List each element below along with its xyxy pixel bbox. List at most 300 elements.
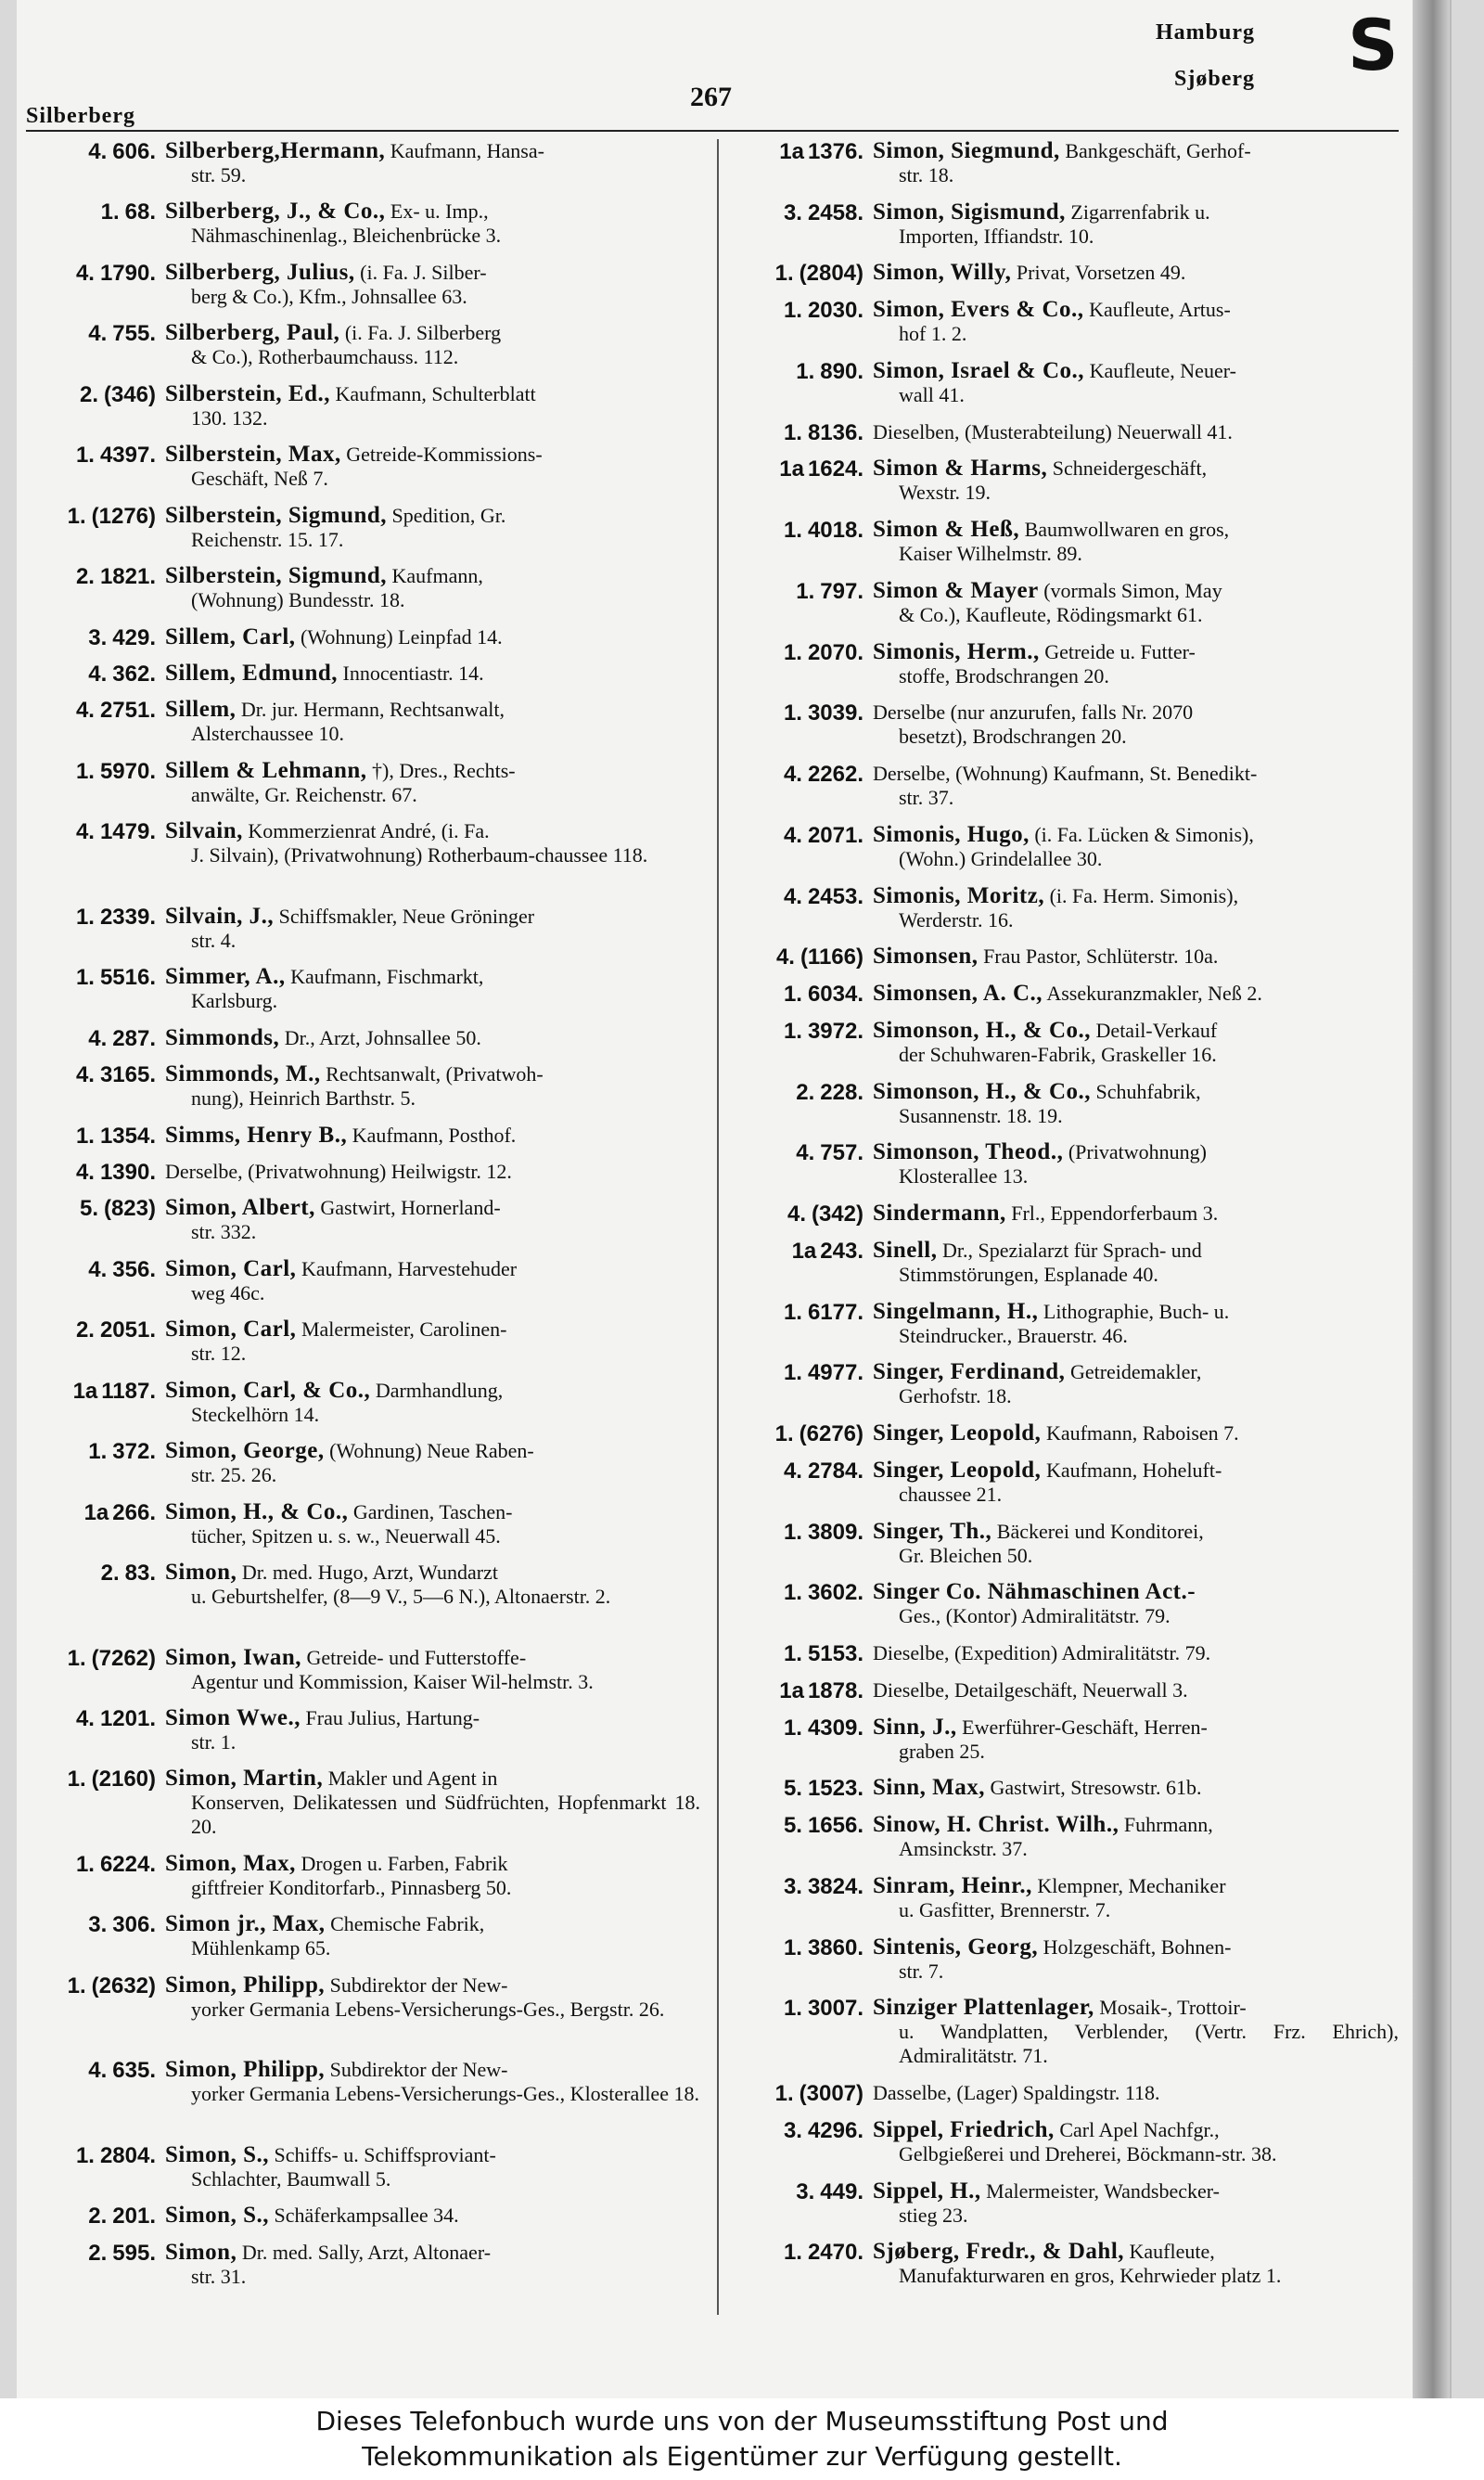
- phone-number: [734, 261, 864, 287]
- listing-text: [165, 625, 700, 649]
- exchange-prefix: 2.: [796, 1079, 815, 1105]
- exchange-prefix: 1.: [67, 1645, 86, 1671]
- phone-number: [734, 2179, 864, 2205]
- listing-text: [165, 139, 700, 187]
- phone-number: [734, 1140, 864, 1166]
- exchange-prefix: 4.: [88, 1256, 108, 1282]
- listing-text: [873, 1239, 1399, 1287]
- subscriber-details: Detail-Verkauf: [1095, 1018, 1218, 1042]
- exchange-prefix: 4.: [88, 321, 108, 347]
- number: 2804.: [99, 2142, 156, 2168]
- subscriber-name: Silberberg, Julius,: [165, 259, 355, 285]
- subscriber-details: (i. Fa. Lücken & Simonis),: [1034, 822, 1254, 846]
- subscriber-details: Bäckerei und Konditorei,: [996, 1519, 1204, 1543]
- subscriber-details: Kaufmann, Posthof.: [352, 1123, 517, 1147]
- listing-text: [165, 1379, 700, 1427]
- subscriber-name: Singer Co. Nähmaschinen Act.-: [873, 1579, 1196, 1605]
- exchange-prefix: 1.: [774, 261, 794, 287]
- phone-number: [26, 564, 156, 590]
- number: 4309.: [807, 1715, 864, 1741]
- subscriber-name: Simonson, H., & Co.,: [873, 1017, 1092, 1043]
- number: 4018.: [807, 518, 864, 544]
- listing-text: [165, 1026, 700, 1050]
- subscriber-address: Mühlenkamp 65.: [191, 1936, 331, 1960]
- subscriber-details: Drogen u. Farben, Fabrik: [301, 1851, 508, 1875]
- phone-number: [26, 1124, 156, 1150]
- subscriber-details: (i. Fa. J. Silber-: [360, 260, 487, 284]
- subscriber-name: Sinow, H. Christ. Wilh.,: [873, 1812, 1119, 1838]
- subscriber-address: & Co.), Kaufleute, Rödingsmarkt 61.: [899, 602, 1203, 626]
- listing-text: [873, 2118, 1399, 2166]
- number: 2030.: [807, 298, 864, 324]
- subscriber-name: Silvain,: [165, 818, 243, 844]
- exchange-prefix: 1a: [791, 1238, 817, 1264]
- column-divider: [717, 139, 719, 2315]
- phone-number: [26, 1912, 156, 1938]
- subscriber-details: Carl Apel Nachfgr.,: [1059, 2117, 1220, 2141]
- subscriber-address: wall 41.: [899, 382, 965, 406]
- subscriber-name: Simon & Mayer: [873, 577, 1039, 603]
- subscriber-details: Innocentiastr. 14.: [342, 662, 484, 685]
- subscriber-details: Dr., Arzt, Johnsallee 50.: [284, 1025, 481, 1049]
- subscriber-details: Derselbe (nur anzurufen, falls Nr. 2070: [873, 700, 1194, 725]
- exchange-prefix: 1.: [783, 419, 802, 445]
- number: 2453.: [807, 883, 864, 909]
- exchange-prefix: 1.: [783, 982, 802, 1008]
- subscriber-details: Schuhfabrik,: [1095, 1079, 1201, 1103]
- number: 890.: [820, 358, 864, 384]
- phone-number: [734, 762, 864, 788]
- listing-text: [165, 1257, 700, 1305]
- number: 5970.: [99, 758, 156, 784]
- subscriber-details: Schiffs- u. Schiffsproviant-: [274, 2142, 496, 2166]
- subscriber-details: Rechtsanwalt, (Privatwoh-: [326, 1062, 544, 1086]
- listing-text: [873, 1520, 1399, 1568]
- exchange-prefix: 5.: [783, 1776, 802, 1802]
- subscriber-name: Simonsen, A. C.,: [873, 981, 1043, 1007]
- subscriber-details: Kaufleute, Artus-: [1089, 298, 1231, 322]
- subscriber-details: Ewerführer-Geschäft, Herren-: [962, 1715, 1208, 1739]
- subscriber-name: Simon, Carl,: [165, 1255, 297, 1281]
- subscriber-details: Dr. jur. Hermann, Rechtsanwalt,: [240, 698, 505, 722]
- subscriber-details: Fuhrmann,: [1123, 1813, 1213, 1837]
- listing-text: [873, 518, 1399, 566]
- subscriber-address: Gelbgießerei und Dreherei, Böckmann-str. 38.: [899, 2141, 1277, 2165]
- number: 228.: [820, 1079, 864, 1105]
- number: 2339.: [99, 904, 156, 930]
- number: 1878.: [807, 1677, 864, 1703]
- subscriber-address: str. 1.: [191, 1730, 237, 1754]
- exchange-prefix: 2.: [75, 1317, 95, 1343]
- exchange-prefix: 1.: [783, 639, 802, 665]
- listing-text: [165, 905, 700, 953]
- exchange-prefix: 4.: [75, 260, 95, 286]
- subscriber-name: Simon, Philipp,: [165, 1972, 326, 1998]
- exchange-prefix: 1.: [67, 1972, 86, 1998]
- exchange-prefix: 1.: [783, 1996, 802, 2022]
- subscriber-details: Assekuranzmakler, Neß 2.: [1046, 982, 1262, 1006]
- subscriber-details: Schiffsmakler, Neue Gröninger: [278, 904, 535, 928]
- subscriber-details: Kaufmann, Schulterblatt: [335, 381, 536, 405]
- number: 4397.: [99, 443, 156, 469]
- listing-text: [165, 2204, 700, 2228]
- number: 306.: [112, 1912, 156, 1938]
- subscriber-name: Simonson, H., & Co.,: [873, 1078, 1092, 1104]
- exchange-prefix: 4.: [75, 1062, 95, 1088]
- subscriber-details: Privat, Vorsetzen 49.: [1016, 261, 1186, 285]
- subscriber-name: Simon Wwe.,: [165, 1705, 301, 1730]
- subscriber-address: 130. 132.: [191, 405, 268, 430]
- subscriber-name: Sindermann,: [873, 1201, 1006, 1227]
- exchange-prefix: 2.: [100, 1561, 120, 1587]
- phone-number: [26, 443, 156, 469]
- subscriber-details: (vormals Simon, May: [1043, 578, 1222, 602]
- phone-number: [734, 1678, 864, 1704]
- exchange-prefix: 1a: [779, 1677, 804, 1703]
- subscriber-details: Spedition, Gr.: [391, 503, 506, 527]
- exchange-prefix: 1.: [67, 1767, 86, 1793]
- phone-number: [26, 382, 156, 408]
- listing-text: [165, 1317, 700, 1366]
- header-right-block: [1156, 20, 1255, 113]
- subscriber-name: Sjøberg, Fredr., & Dahl,: [873, 2239, 1125, 2265]
- subscriber-details: Kaufleute, Neuer-: [1089, 358, 1236, 382]
- listing-text: [873, 1776, 1399, 1800]
- number: 797.: [820, 578, 864, 604]
- listing-text: [873, 823, 1399, 871]
- phone-number: [26, 1317, 156, 1343]
- subscriber-address: der Schuhwaren-Fabrik, Graskeller 16.: [899, 1042, 1217, 1066]
- number: 5153.: [807, 1641, 864, 1667]
- exchange-prefix: 1.: [75, 2142, 95, 2168]
- subscriber-address: str. 37.: [899, 786, 954, 810]
- phone-number: [26, 965, 156, 991]
- subscriber-details: Subdirektor der New-: [329, 1972, 508, 1997]
- listing-text: [165, 698, 700, 746]
- number: 3007.: [807, 1996, 864, 2022]
- phone-number: [26, 2204, 156, 2229]
- subscriber-details: Getreide- und Futterstoffe-: [306, 1645, 527, 1669]
- exchange-prefix: 1.: [783, 1934, 802, 1960]
- phone-number: [734, 1201, 864, 1227]
- phone-number: [26, 1379, 156, 1405]
- subscriber-name: Singer, Leopold,: [873, 1420, 1042, 1446]
- subscriber-name: Silberstein, Sigmund,: [165, 502, 388, 528]
- subscriber-address: Karlsburg.: [191, 989, 278, 1013]
- listing-text: [873, 1996, 1399, 2068]
- exchange-prefix: 1.: [783, 1018, 802, 1044]
- number: 429.: [112, 624, 156, 650]
- phone-number: [26, 662, 156, 687]
- phone-number: [26, 905, 156, 931]
- phone-number: [26, 698, 156, 724]
- subscriber-name: Singelmann, H.,: [873, 1298, 1039, 1324]
- listing-text: [165, 199, 700, 248]
- listing-text: [165, 1439, 700, 1487]
- listing-text: [873, 200, 1399, 249]
- subscriber-address: giftfreier Konditorfarb., Pinnasberg 50.: [191, 1875, 512, 1899]
- exchange-prefix: 4.: [88, 139, 108, 164]
- listing-text: [165, 2241, 700, 2289]
- subscriber-address: u. Wandplatten, Verblender, (Vertr. Frz. Ehrich), Admiralitätstr. 71.: [899, 2020, 1399, 2068]
- number: 6177.: [807, 1299, 864, 1325]
- phone-number: [26, 1973, 156, 1999]
- subscriber-address: Werderstr. 16.: [899, 907, 1014, 932]
- subscriber-name: Sinram, Heinr.,: [873, 1872, 1032, 1898]
- phone-number: [26, 2143, 156, 2169]
- page-number: 267: [690, 82, 732, 112]
- subscriber-details: Darmhandlung,: [375, 1378, 504, 1402]
- exchange-prefix: 2.: [75, 564, 95, 590]
- phone-number: [26, 199, 156, 225]
- listing-text: [165, 1912, 700, 1960]
- listing-text: [873, 1678, 1399, 1703]
- exchange-prefix: 1.: [796, 578, 815, 604]
- subscriber-name: Sippel, Friedrich,: [873, 2116, 1055, 2142]
- subscriber-details: Gastwirt, Hornerland-: [320, 1196, 501, 1220]
- number: 4977.: [807, 1360, 864, 1386]
- subscriber-name: Simon, Evers & Co.,: [873, 297, 1084, 323]
- number: 362.: [112, 662, 156, 687]
- phone-number: [26, 1439, 156, 1465]
- number: 83.: [124, 1561, 156, 1587]
- listing-text: [165, 2058, 700, 2106]
- exchange-prefix: 5.: [79, 1196, 98, 1222]
- listing-text: [873, 762, 1399, 810]
- listing-text: [873, 884, 1399, 932]
- subscriber-name: Simon, Albert,: [165, 1195, 315, 1221]
- subscriber-address: str. 7.: [899, 1959, 944, 1983]
- phone-number: [734, 1715, 864, 1741]
- number: 1790.: [99, 260, 156, 286]
- subscriber-details: Getreide u. Futter-: [1044, 639, 1196, 663]
- subscriber-address: Steindrucker., Brauerstr. 46.: [899, 1323, 1128, 1347]
- exchange-prefix: 4.: [787, 1201, 806, 1227]
- phone-number: [734, 823, 864, 849]
- number: 372.: [112, 1439, 156, 1465]
- subscriber-name: Simonsen,: [873, 944, 979, 970]
- exchange-prefix: 1.: [783, 1519, 802, 1545]
- subscriber-name: Singer, Th.,: [873, 1518, 992, 1544]
- subscriber-name: Silberstein, Ed.,: [165, 380, 330, 406]
- subscriber-address: u. Gasfitter, Brennerstr. 7.: [899, 1897, 1111, 1921]
- subscriber-details: Derselbe, (Wohnung) Kaufmann, St. Benedikt-: [873, 762, 1258, 786]
- number: (2632): [91, 1972, 156, 1998]
- subscriber-details: (i. Fa. J. Silberberg: [344, 321, 502, 345]
- listing-text: [165, 1062, 700, 1111]
- listing-text: [873, 982, 1399, 1006]
- subscriber-details: Kaufmann, Harvestehuder: [301, 1256, 518, 1280]
- number: (3007): [799, 2081, 864, 2107]
- number: 6224.: [99, 1851, 156, 1877]
- exchange-prefix: 4.: [75, 698, 95, 724]
- listing-text: [873, 1715, 1399, 1764]
- subscriber-name: Simon, Max,: [165, 1850, 296, 1876]
- number: (1276): [91, 503, 156, 529]
- subscriber-details: Schäferkampsallee 34.: [274, 2204, 459, 2228]
- listing-text: [873, 139, 1399, 187]
- subscriber-name: Sintenis, Georg,: [873, 1934, 1039, 1960]
- number: 266.: [112, 1499, 156, 1525]
- listing-text: [165, 1561, 700, 1609]
- subscriber-details: Frl., Eppendorferbaum 3.: [1011, 1201, 1219, 1226]
- subscriber-name: Silberstein, Sigmund,: [165, 563, 388, 589]
- number: 2262.: [807, 762, 864, 788]
- exchange-prefix: 4.: [783, 883, 802, 909]
- subscriber-address: str. 12.: [191, 1342, 247, 1366]
- number: 2071.: [807, 822, 864, 848]
- header-city: Hamburg: [1156, 20, 1256, 45]
- subscriber-address: Konserven, Delikatessen und Südfrüchten, Hopfenmarkt 18. 20.: [191, 1791, 700, 1839]
- exchange-prefix: 1.: [75, 965, 95, 991]
- subscriber-name: Simon, Philipp,: [165, 2057, 326, 2083]
- subscriber-details: Dieselbe, (Expedition) Admiralitätstr. 79.: [873, 1641, 1211, 1665]
- listing-text: [165, 1160, 700, 1184]
- subscriber-name: Sillem,: [165, 697, 237, 723]
- listing-text: [873, 1935, 1399, 1984]
- phone-number: [734, 1458, 864, 1484]
- subscriber-name: Simon,: [165, 2239, 237, 2265]
- listing-text: [873, 1421, 1399, 1446]
- exchange-prefix: 1.: [75, 443, 95, 469]
- subscriber-address: besetzt), Brodschrangen 20.: [899, 725, 1127, 749]
- exchange-prefix: 4.: [75, 819, 95, 845]
- listing-text: [873, 700, 1399, 749]
- phone-number: [734, 1520, 864, 1546]
- listing-text: [165, 1500, 700, 1548]
- number: 1523.: [807, 1776, 864, 1802]
- phone-number: [734, 1239, 864, 1265]
- subscriber-name: Simon & Harms,: [873, 456, 1048, 482]
- number: 2751.: [99, 698, 156, 724]
- listing-text: [165, 1852, 700, 1900]
- exchange-prefix: 1.: [75, 1123, 95, 1149]
- listing-text: [165, 759, 700, 807]
- subscriber-name: Simonis, Moritz,: [873, 882, 1045, 908]
- listing-text: [873, 420, 1399, 444]
- footer-line-2: Telekommunikation als Eigentümer zur Verfügung gestellt.: [362, 2441, 1122, 2472]
- listing-text: [873, 2081, 1399, 2105]
- listing-text: [165, 2143, 700, 2191]
- listing-text: [165, 1767, 700, 1839]
- subscriber-name: Simon, George,: [165, 1438, 325, 1464]
- subscriber-details: Kommerzienrat André, (i. Fa.: [248, 819, 490, 843]
- subscriber-address: weg 46c.: [191, 1280, 265, 1304]
- phone-number: [734, 359, 864, 385]
- subscriber-address: anwälte, Gr. Reichenstr. 67.: [191, 782, 417, 806]
- exchange-prefix: 1.: [774, 2081, 794, 2107]
- exchange-prefix: 3.: [783, 2117, 802, 2143]
- subscriber-address: Importen, Iffiandstr. 10.: [899, 224, 1094, 248]
- number: 287.: [112, 1025, 156, 1051]
- phone-number: [26, 625, 156, 651]
- subscriber-address: Schlachter, Baumwall 5.: [191, 2166, 391, 2191]
- subscriber-details: Gastwirt, Stresowstr. 61b.: [990, 1776, 1202, 1800]
- subscriber-address: tücher, Spitzen u. s. w., Neuerwall 45.: [191, 1523, 501, 1548]
- phone-number: [734, 200, 864, 226]
- subscriber-name: Sillem, Carl,: [165, 623, 296, 649]
- subscriber-name: Simonis, Herm.,: [873, 638, 1040, 664]
- subscriber-address: Alsterchaussee 10.: [191, 722, 344, 746]
- number: 1201.: [99, 1706, 156, 1731]
- subscriber-name: Simms, Henry B.,: [165, 1122, 348, 1148]
- subscriber-details: Getreide-Kommissions-: [346, 443, 543, 467]
- subscriber-name: Sippel, H.,: [873, 2178, 981, 2204]
- exchange-prefix: 4.: [88, 662, 108, 687]
- phone-number: [734, 1935, 864, 1961]
- listing-text: [873, 1813, 1399, 1861]
- subscriber-name: Silberberg, Paul,: [165, 320, 340, 346]
- phone-number: [26, 1257, 156, 1283]
- phone-number: [26, 1062, 156, 1088]
- subscriber-details: Derselbe, (Privatwohnung) Heilwigstr. 12.: [165, 1160, 512, 1183]
- listing-text: [873, 261, 1399, 285]
- exchange-prefix: 2.: [79, 381, 98, 407]
- subscriber-details: Frau Pastor, Schlüterstr. 10a.: [983, 944, 1219, 969]
- listing-text: [873, 359, 1399, 407]
- number: 1656.: [807, 1813, 864, 1839]
- subscriber-address: nung), Heinrich Barthstr. 5.: [191, 1086, 416, 1111]
- subscriber-details: Malermeister, Carolinen-: [301, 1317, 507, 1342]
- phone-number: [734, 456, 864, 482]
- listing-text: [873, 456, 1399, 505]
- phone-number: [26, 2241, 156, 2267]
- subscriber-name: Simon,: [165, 1560, 237, 1586]
- subscriber-address: Nähmaschinenlag., Bleichenbrücke 3.: [191, 224, 502, 248]
- listing-text: [165, 662, 700, 686]
- subscriber-address: Susannenstr. 18. 19.: [899, 1103, 1063, 1127]
- listing-text: [165, 261, 700, 309]
- listing-text: [165, 564, 700, 612]
- phone-number: [734, 420, 864, 446]
- listing-text: [165, 443, 700, 491]
- subscriber-details: Dasselbe, (Lager) Spaldingstr. 118.: [873, 2081, 1160, 2105]
- number: 8136.: [807, 419, 864, 445]
- subscriber-name: Simon jr., Max,: [165, 1911, 326, 1937]
- number: 6034.: [807, 982, 864, 1008]
- exchange-prefix: 1a: [779, 456, 804, 482]
- subscriber-address: Reichenstr. 15. 17.: [191, 527, 344, 551]
- subscriber-address: hof 1. 2.: [899, 322, 967, 346]
- listing-text: [165, 1973, 700, 2022]
- subscriber-address: Ges., (Kontor) Admiralitätstr. 79.: [899, 1604, 1171, 1628]
- number: (7262): [91, 1645, 156, 1671]
- number: 1187.: [101, 1378, 156, 1404]
- phone-number: [26, 321, 156, 347]
- exchange-prefix: 1.: [75, 758, 95, 784]
- subscriber-address: str. 59.: [191, 163, 247, 186]
- exchange-prefix: 1.: [88, 1439, 108, 1465]
- number: (346): [103, 381, 156, 407]
- phone-number: [734, 1776, 864, 1802]
- subscriber-name: Sinell,: [873, 1237, 938, 1263]
- number: 4296.: [807, 2117, 864, 2143]
- phone-number: [734, 2118, 864, 2144]
- subscriber-name: Sinn, Max,: [873, 1775, 986, 1801]
- exchange-prefix: 4.: [75, 1160, 95, 1185]
- subscriber-address: Steckelhörn 14.: [191, 1402, 320, 1426]
- phone-number: [734, 1360, 864, 1386]
- listing-text: [165, 819, 700, 867]
- subscriber-details: Makler und Agent in: [327, 1767, 498, 1791]
- phone-number: [734, 1996, 864, 2022]
- subscriber-name: Silberstein, Max,: [165, 442, 341, 468]
- number: (342): [811, 1201, 864, 1227]
- subscriber-name: Simon & Heß,: [873, 517, 1020, 543]
- subscriber-address: Klosterallee 13.: [899, 1164, 1029, 1189]
- listing-text: [873, 1201, 1399, 1226]
- footer-line-1: Dieses Telefonbuch wurde uns von der Museumsstiftung Post und: [315, 2406, 1169, 2436]
